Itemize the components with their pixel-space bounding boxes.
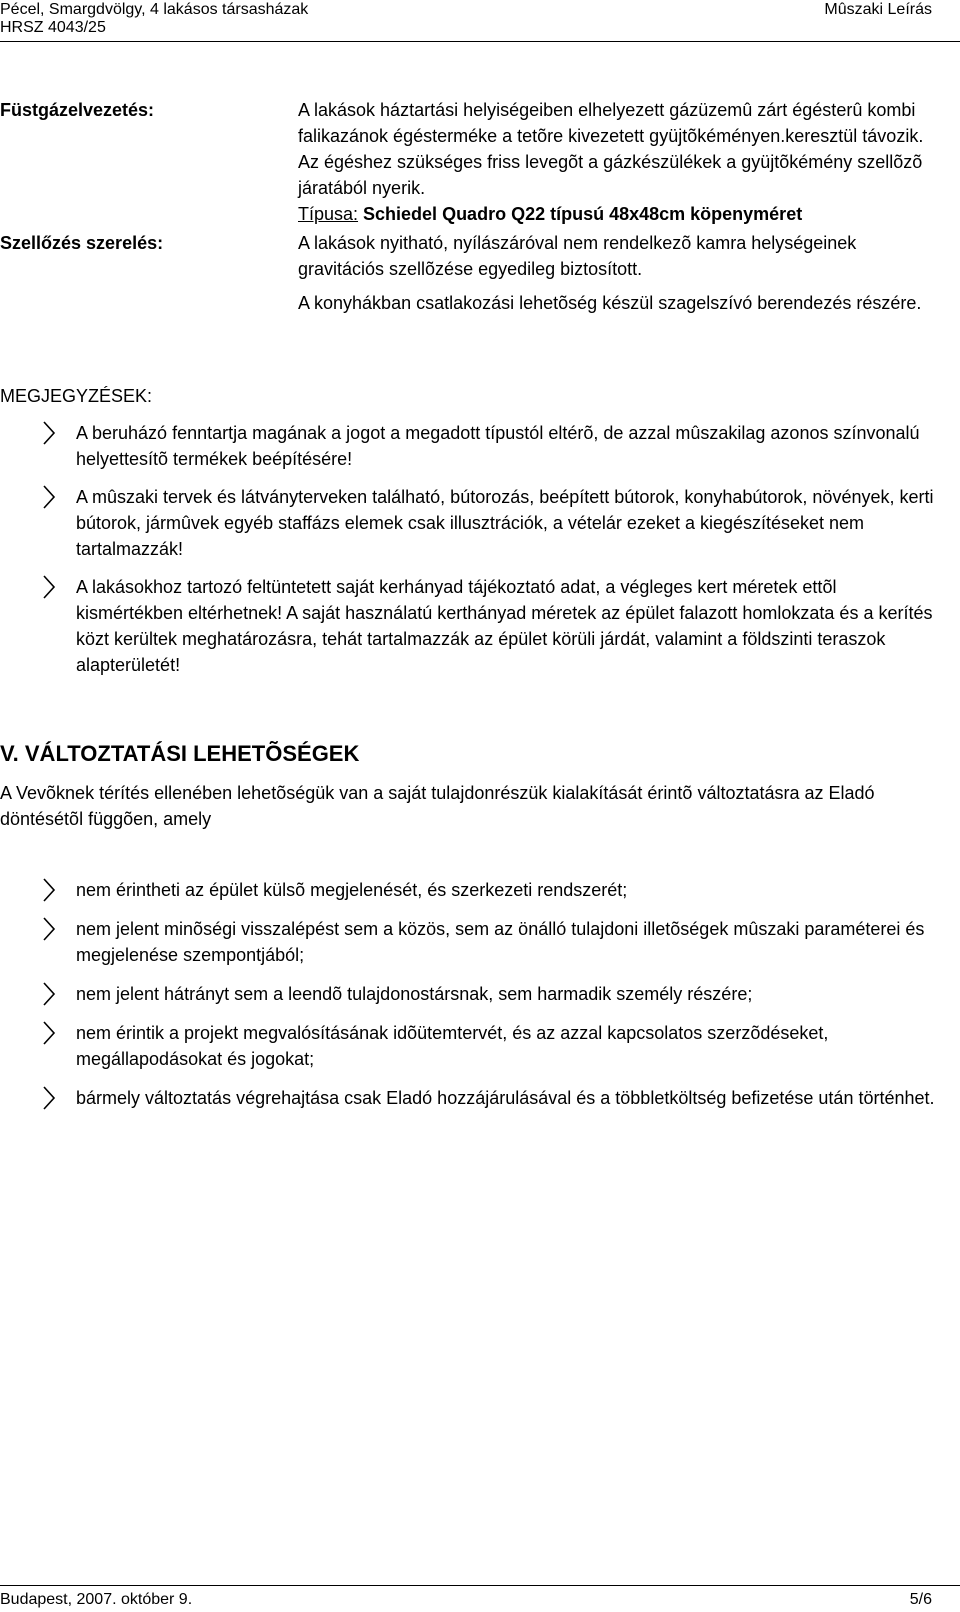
flue-type-line <box>298 201 938 227</box>
row-label-flue: Füstgázelvezetés: <box>0 100 155 120</box>
change-text: nem jelent hátrányt sem a leendõ tulajdonostársnak, sem harmadik személy részére; <box>76 984 753 1004</box>
note-text: A lakásokhoz tartozó feltüntetett saját kerhányad tájékoztató adat, a végleges kert méretek ettõl kismértékben eltérhetnek! A saját használatú kerthányad méretek az épület falazott homlokzata és a kerítés közt kerültek meghatározásra, tehát tartalmazzák az épület körüli járdát, valamint a földszinti teraszok alapterületét! <box>76 577 933 675</box>
bullet-icon <box>40 877 58 903</box>
flue-paragraph: A lakások háztartási helyiségeiben elhelyezett gázüzemû zárt égésterû kombi falikazánok égésterméke a tetõre kivezetett gyüjtõkéményen.keresztül távozik. Az égéshez szükséges friss levegõt a gázkészülékek a gyüjtõkémény szellõzõ járatából nyerik. <box>298 100 924 198</box>
bullet-icon <box>40 420 58 446</box>
change-text: bármely változtatás végrehajtása csak Eladó hozzájárulásával és a többletköltség befizetése után történhet. <box>76 1088 935 1108</box>
bullet-icon <box>40 574 58 600</box>
bullet-icon <box>40 1020 58 1046</box>
bullet-icon <box>40 1085 58 1111</box>
type-value: Schiedel Quadro Q22 típusú 48x48cm köpenyméret <box>358 204 803 224</box>
ventilation-paragraph-1: A lakások nyitható, nyílászáróval nem rendelkezõ kamra helységeinek gravitációs szellõzése egyedileg biztosított. <box>298 233 857 279</box>
list-item <box>0 1085 940 1111</box>
row-content-flue <box>298 97 938 227</box>
notes-title: MEGJEGYZÉSEK: <box>0 386 153 406</box>
list-item <box>0 574 940 678</box>
section-intro: A Vevõknek térítés ellenében lehetõségük van a saját tulajdonrészük kialakítását érintõ változtatásra az Eladó döntésétõl függõen, amely <box>0 783 875 829</box>
type-prefix: Típusa: <box>298 204 359 224</box>
header-divider <box>0 41 960 42</box>
header-hrsz: HRSZ 4043/25 <box>0 19 106 36</box>
list-item <box>0 877 940 903</box>
change-text: nem érintheti az épület külsõ megjelenését, és szerkezeti rendszerét; <box>76 880 628 900</box>
row-label-ventilation: Szellőzés szerelés: <box>0 233 164 253</box>
ventilation-paragraph-2: A konyhákban csatlakozási lehetõség készül szagelszívó berendezés részére. <box>298 293 922 313</box>
change-text: nem jelent minõségi visszalépést sem a közös, sem az önálló tulajdoni illetõségek mûszaki paraméterei és megjelenése szempontjából; <box>76 919 925 965</box>
notes-list <box>0 420 940 678</box>
list-item <box>0 1020 940 1072</box>
list-item <box>0 981 940 1007</box>
list-item <box>0 420 940 472</box>
bullet-icon <box>40 484 58 510</box>
header-project-title: Pécel, Smargdvölgy, 4 lakásos társasházak <box>0 1 309 18</box>
footer-page-number: 5/6 <box>909 1591 932 1608</box>
section-heading: V. VÁLTOZTATÁSI LEHETÕSÉGEK <box>0 741 360 766</box>
note-text: A beruházó fenntartja magának a jogot a megadott típustól eltérõ, de azzal mûszakilag azonos színvonalú helyettesítõ termékek beépítésére! <box>76 423 920 469</box>
list-item <box>0 484 940 562</box>
note-text: A mûszaki tervek és látványterveken található, bútorozás, beépített bútorok, konyhabútorok, növények, kerti bútorok, jármûvek egyéb staffázs elemek csak illusztrációk, a vételár ezeket a kiegészítéseket nem tartalmazzák! <box>76 487 934 559</box>
header-doc-type: Mûszaki Leírás <box>824 1 932 18</box>
changes-list <box>0 877 940 1111</box>
bullet-icon <box>40 981 58 1007</box>
row-content-ventilation <box>298 230 938 316</box>
footer-divider <box>0 1585 960 1586</box>
footer-date: Budapest, 2007. október 9. <box>0 1591 193 1608</box>
list-item <box>0 916 940 968</box>
bullet-icon <box>40 916 58 942</box>
change-text: nem érintik a projekt megvalósításának idõütemtervét, és az azzal kapcsolatos szerzõdéseket, megállapodásokat és jogokat; <box>76 1023 829 1069</box>
